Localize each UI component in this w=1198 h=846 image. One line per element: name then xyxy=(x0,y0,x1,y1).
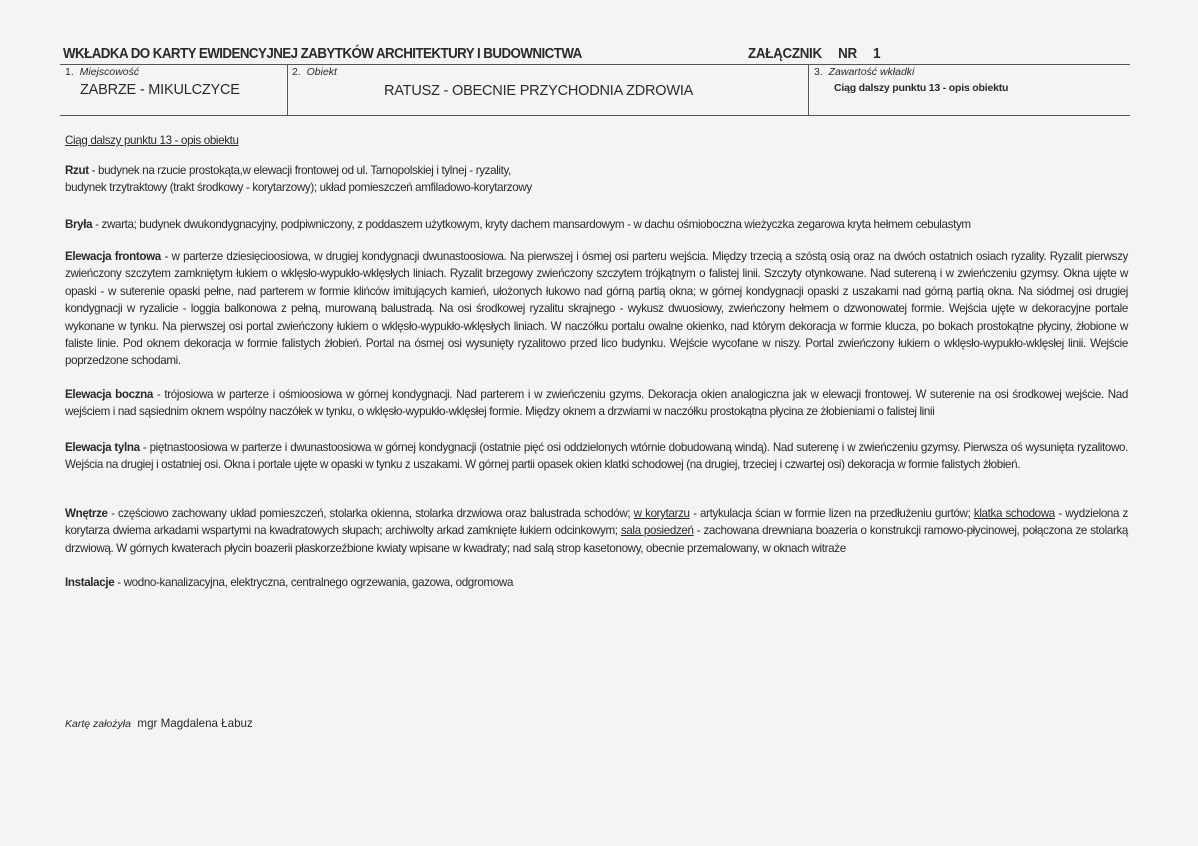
paragraph-elewacja-tylna: Elewacja tylna - piętnastoosiowa w parterze i dwunastoosiowa w górnej kondygnacji (ostatnie pięć osi oddzielonych wtórnie dobudowaną windą). Nad suterenę i w zwieńczeniu gzymsy. Pierwsza oś wysunięta ryzalitowo. Wejścia na drugiej i ostatniej osi. Okna i portale ujęte w opaski w tynku z uszakami. W górnej partii opasek okien klatki schodowej (na drugiej, trzeciej i czwartej osi) dekoracja w formie falistych żłobień. xyxy=(65,441,1128,472)
paragraph-wnetrze: Wnętrze - częściowo zachowany układ pomieszczeń, stolarka okienna, stolarka drzwiowa oraz balustrada schodów; w korytarzu - artykulacja ścian w formie lizen na przedłużeniu gurtów; klatka schodowa - wydzielona z korytarza dwiema arkadami wspartymi na kwadratowych słupach; archiwolty arkad zamknięte łukiem odcinkowym; sala posiedzeń - zachowana drewniana boazeria o konstrukcji ramowo-płycinowej, połączona ze stolarką drzwiową. W górnych kwaterach płycin boazerii płaskorzeźbione kwiaty wpisane w kwadraty; nad salą strop kasetonowy, obecnie przemalowany, w oknach witraże xyxy=(65,507,1129,555)
field-label-locality: 1. Miejscowość xyxy=(65,66,140,78)
divider xyxy=(60,115,1130,116)
field-value-locality: ZABRZE - MIKULCZYCE xyxy=(80,82,240,98)
paragraph-elewacja-boczna: Elewacja boczna - trójosiowa w parterze i ośmioosiowa w górnej kondygnacji. Nad parterem i w zwieńczeniu gzyms. Dekoracja okien analogiczna jak w elewacji frontowej. W suterenie na osi środkowej wejście. Nad wejściem i nad sąsiednim oknem wspólny naczółek w tynku, o wklęsło-wypukło-wklęsłej formie. Między oknem a drzwiami w naczółku prostokątna płycina ze żłobieniami o falistej linii xyxy=(65,388,1128,419)
paragraph-elewacja-frontowa: Elewacja frontowa - w parterze dziesięcioosiowa, w drugiej kondygnacji dwunastoosiowa. Na pierwszej i ósmej osi parteru wejścia. Między trzecią a szóstą osią oraz na dwóch ostatnich osiach ryzality. Ryzalit pierwszy zwieńczony szczytem zamkniętym łukiem o wklęsło-wypukło-wklęsłych liniach. Ryzalit brzegowy zwieńczony szczytem trójkątnym o falistej linii. Szczyty otynkowane. Nad sutereną i w zwieńczeniu gzymsy. Okna ujęte w opaski - w suterenie opaski pełne, nad parterem w formie klińców imitujących kamień, ułożonych łukowo nad górną partią okna; w górnej kondygnacji opaski z uszakami nad górną partią okna. Na siódmej osi drugiej kondygnacji w ryzalicie - loggia balkonowa z pełną, murowaną balustradą. Na osi środkowej ryzalitu skrajnego - wykusz dwuosiowy, zwieńczony hełmem o dzwonowatej formie. Wejścia ujęte w dekoracyjne portale wykonane w tynku. Na pierwszej osi portal zwieńczony łukiem o wklęsło-wypukło-wklęsłych liniach. W naczółku portalu owalne okienko, nad którym dekoracja w formie klucza, po bokach prostokątne płyciny, żłobione w faliste linie. Pod oknem dekoracja w formie falistych żłobień. Portal na ósmej osi wysunięty ryzalitowo przed lico budynku. Wejście wycofane w niszy. Portal zwieńczony łukiem o wklęsło-wypukło-wklęsłej linii. Wejście poprzedzone schodami. xyxy=(65,250,1128,368)
field-label-contents: 3. Zawartość wkładki xyxy=(814,66,915,78)
divider xyxy=(808,64,809,115)
paragraph-bryla: Bryła - zwarta; budynek dwukondygnacyjny, podpiwniczony, z poddaszem użytkowym, kryty dachem mansardowym - w dachu ośmioboczna wieżyczka zegarowa kryta hełmem cebulastym xyxy=(65,218,971,231)
section-heading: Ciąg dalszy punktu 13 - opis obiektu xyxy=(65,134,239,147)
field-value-contents: Ciąg dalszy punktu 13 - opis obiektu xyxy=(834,82,1009,94)
field-value-object: RATUSZ - OBECNIE PRZYCHODNIA ZDROWIA xyxy=(384,83,694,99)
field-label-object: 2. Obiekt xyxy=(292,66,337,78)
author-line: Kartę założyła mgr Magdalena Łabuz xyxy=(65,717,253,730)
paragraph-rzut: Rzut - budynek na rzucie prostokąta,w elewacji frontowej od ul. Tarnopolskiej i tylnej - ryzality, budynek trzytraktowy (trakt środkowy - korytarzowy); układ pomieszczeń amfiladowo-korytarzowy xyxy=(65,164,532,195)
paragraph-instalacje: Instalacje - wodno-kanalizacyjna, elektryczna, centralnego ogrzewania, gazowa, odgromowa xyxy=(65,576,514,589)
divider xyxy=(60,64,1130,65)
annex-number: ZAŁĄCZNIK NR 1 xyxy=(748,46,881,62)
divider xyxy=(287,64,288,115)
document-title: WKŁADKA DO KARTY EWIDENCYJNEJ ZABYTKÓW ARCHITEKTURY I BUDOWNICTWA xyxy=(63,46,582,62)
